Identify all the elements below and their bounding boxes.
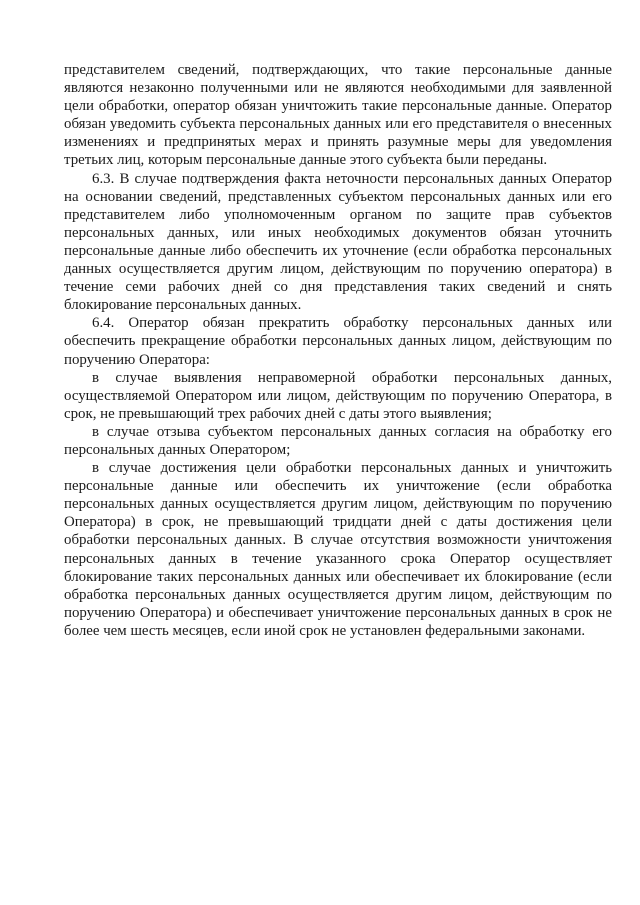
document-page: [64, 61, 612, 640]
list-item-purpose-achieved: в случае достижения цели обработки персональных данных и уничтожить персональные данные или обеспечить их уничтожение (если обработка персональных данных осуществляется другим лицом, действующим по поручению Оператора) в срок, не превышающий тридцати дней с даты достижения цели обработки персональных данных. В случае отсутствия возможности уничтожения персональных данных в течение указанного срока Оператор осуществляет блокирование таких персональных данных или обеспечивает их блокирование (если обработка персональных данных осуществляется другим лицом, действующим по поручению Оператора) и обеспечивает уничтожение персональных данных в срок не более чем шесть месяцев, если иной срок не установлен федеральными законами.: [64, 460, 612, 639]
list-item-unlawful-processing: в случае выявления неправомерной обработки персональных данных, осуществляемой Оператором или лицом, действующим по поручению Оператора, в срок, не превышающий трех рабочих дней с даты этого выявления;: [64, 369, 612, 422]
list-item-consent-withdrawal: в случае отзыва субъектом персональных данных согласия на обработку его персональных данных Оператором;: [64, 423, 612, 458]
paragraph-6-3: 6.3. В случае подтверждения факта неточности персональных данных Оператор на основании сведений, представленных субъектом персональных данных или его представителем либо уполномоченным органом по защите прав субъектов персональных данных, или иных необходимых документов обязан уточнить персональные данные либо обеспечить их уточнение (если обработка персональных данных осуществляется другим лицом, действующим по поручению оператора) в течение семи рабочих дней со дня представления таких сведений и снять блокирование персональных данных.: [64, 170, 612, 314]
paragraph-continuation: представителем сведений, подтверждающих, что такие персональные данные являются незаконно полученными или не являются необходимыми для заявленной цели обработки, оператор обязан уничтожить такие персональные данные. Оператор обязан уведомить субъекта персональных данных или его представителя о внесенных изменениях и предпринятых мерах и принять разумные меры для уведомления третьих лиц, которым персональные данные этого субъекта были переданы.: [64, 62, 612, 169]
paragraph-6-4: 6.4. Оператор обязан прекратить обработку персональных данных или обеспечить прекращение обработки персональных данных лицом, действующим по поручению Оператора:: [64, 315, 612, 368]
